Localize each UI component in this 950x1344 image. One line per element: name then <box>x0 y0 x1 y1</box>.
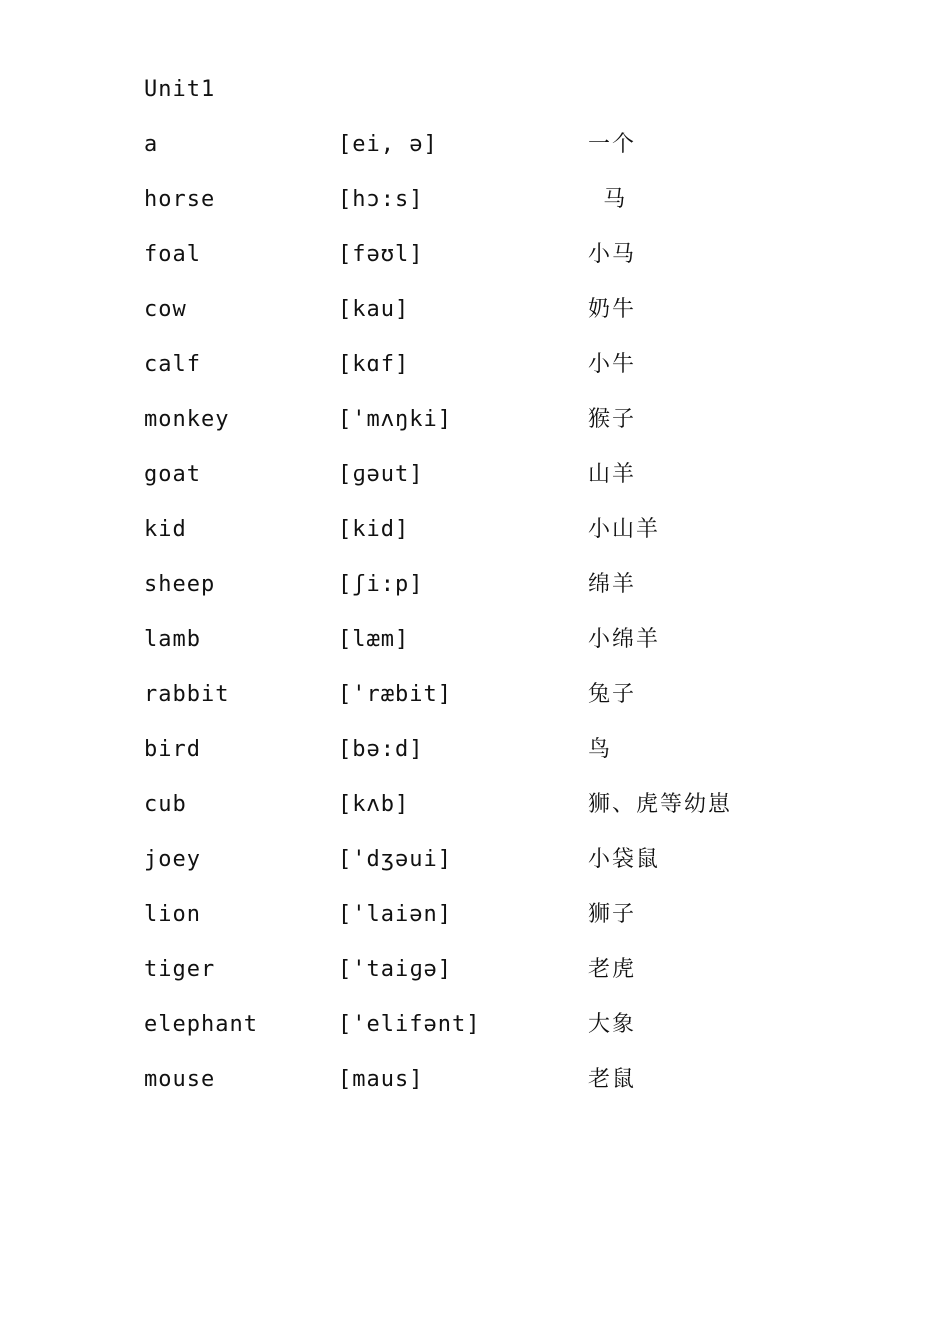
vocab-row <box>0 626 950 681</box>
vocab-meaning: 小袋鼠 <box>588 847 661 872</box>
vocab-meaning: 大象 <box>588 1012 637 1037</box>
vocab-phonetic: [hɔ:s] <box>338 187 424 212</box>
vocab-row <box>0 406 950 461</box>
vocab-row <box>0 241 950 296</box>
vocab-meaning: 老鼠 <box>588 1067 637 1092</box>
vocab-row <box>0 681 950 736</box>
vocab-row <box>0 516 950 571</box>
vocab-row <box>0 351 950 406</box>
vocab-meaning: 小马 <box>588 242 637 267</box>
vocab-phonetic: [læm] <box>338 627 410 652</box>
vocab-word: sheep <box>144 572 216 597</box>
vocab-row <box>0 1066 950 1121</box>
vocab-word: goat <box>144 462 201 487</box>
vocab-word: mouse <box>144 1067 216 1092</box>
vocab-phonetic: ['laiən] <box>338 902 452 927</box>
vocab-meaning: 奶牛 <box>588 297 637 322</box>
vocab-word: monkey <box>144 407 230 432</box>
vocab-meaning: 老虎 <box>588 957 637 982</box>
vocab-word: cow <box>144 297 187 322</box>
vocab-meaning: 绵羊 <box>588 572 637 597</box>
vocab-row <box>0 956 950 1011</box>
vocab-phonetic: ['mʌŋki] <box>338 407 452 432</box>
unit-title: Unit1 <box>144 77 216 102</box>
vocab-word: joey <box>144 847 201 872</box>
vocab-word: calf <box>144 352 201 377</box>
vocab-word: rabbit <box>144 682 230 707</box>
vocab-phonetic: ['dʒəui] <box>338 847 452 872</box>
vocab-meaning: 小山羊 <box>588 517 661 542</box>
vocab-phonetic: [ʃi:p] <box>338 572 424 597</box>
vocab-phonetic: ['elifənt] <box>338 1012 481 1037</box>
vocab-word: foal <box>144 242 201 267</box>
vocab-meaning: 马 <box>588 187 628 212</box>
vocab-meaning: 狮子 <box>588 902 637 927</box>
vocab-phonetic: [kɑf] <box>338 352 410 377</box>
vocab-row <box>0 901 950 956</box>
vocab-row <box>0 571 950 626</box>
vocab-meaning: 小绵羊 <box>588 627 661 652</box>
vocab-row <box>0 296 950 351</box>
vocab-word: horse <box>144 187 216 212</box>
vocab-row <box>0 131 950 186</box>
vocab-meaning: 山羊 <box>588 462 637 487</box>
vocab-phonetic: ['ræbit] <box>338 682 452 707</box>
vocab-row <box>0 846 950 901</box>
vocab-phonetic: [ɡəut] <box>338 462 424 487</box>
vocabulary-list <box>0 131 950 1121</box>
vocab-phonetic: [maus] <box>338 1067 424 1092</box>
vocab-row <box>0 461 950 516</box>
vocab-word: bird <box>144 737 201 762</box>
vocab-phonetic: [kau] <box>338 297 410 322</box>
vocab-phonetic: [kʌb] <box>338 792 410 817</box>
vocab-meaning: 猴子 <box>588 407 637 432</box>
vocab-word: tiger <box>144 957 216 982</box>
vocab-word: cub <box>144 792 187 817</box>
vocab-phonetic: [kid] <box>338 517 410 542</box>
vocab-phonetic: [bə:d] <box>338 737 424 762</box>
vocab-meaning: 小牛 <box>588 352 637 377</box>
vocab-word: elephant <box>144 1012 258 1037</box>
vocab-meaning: 狮、虎等幼崽 <box>588 792 733 817</box>
vocab-phonetic: [fəʊl] <box>338 242 424 267</box>
vocab-row <box>0 1011 950 1066</box>
vocab-word: lion <box>144 902 201 927</box>
vocab-row <box>0 736 950 791</box>
vocab-row <box>0 791 950 846</box>
vocab-word: a <box>144 132 159 157</box>
vocab-meaning: 鸟 <box>588 737 613 762</box>
vocab-word: kid <box>144 517 187 542</box>
vocab-meaning: 兔子 <box>588 682 637 707</box>
vocab-meaning: 一个 <box>588 132 637 157</box>
vocab-phonetic: ['taiɡə] <box>338 957 452 982</box>
vocab-row <box>0 186 950 241</box>
vocab-word: lamb <box>144 627 201 652</box>
vocab-phonetic: [ei, ə] <box>338 132 438 157</box>
